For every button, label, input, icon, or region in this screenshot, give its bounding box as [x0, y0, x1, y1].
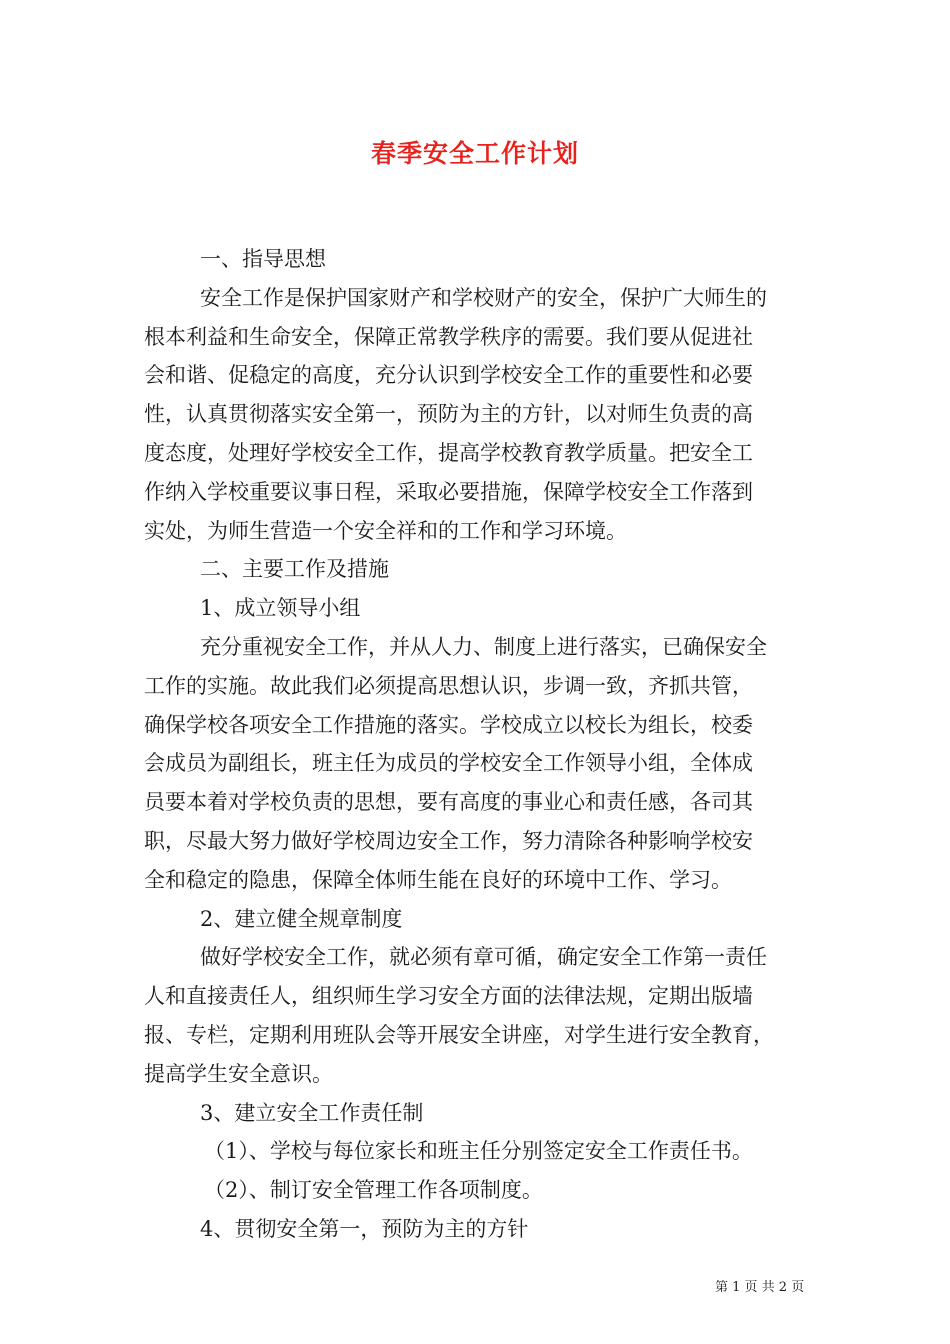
subsection-heading: 3、建立安全工作责任制 [200, 1100, 424, 1125]
paragraph-line: 职，尽最大努力做好学校周边安全工作，努力清除各种影响学校安 [144, 828, 753, 853]
section-heading: 二、主要工作及措施 [200, 557, 389, 582]
paragraph-line: 安全工作是保护国家财产和学校财产的安全，保护广大师生的 [200, 285, 767, 310]
paragraph-line: 度态度，处理好学校安全工作，提高学校教育教学质量。把安全工 [144, 440, 753, 465]
paragraph-line: 性，认真贯彻落实安全第一，预防为主的方针，以对师生负责的高 [144, 402, 753, 427]
paragraph-line: 作纳入学校重要议事日程，采取必要措施，保障学校安全工作落到 [144, 479, 753, 504]
document-body [144, 240, 806, 1249]
subsection-heading: 1、成立领导小组 [200, 596, 361, 621]
section-heading: 一、指导思想 [200, 247, 326, 271]
list-item: （2）、制订安全管理工作各项制度。 [204, 1178, 543, 1203]
paragraph-line: 人和直接责任人，组织师生学习安全方面的法律法规，定期出版墙 [144, 984, 753, 1009]
paragraph-line: 实处，为师生营造一个安全祥和的工作和学习环境。 [144, 518, 627, 543]
page-footer: 第 1 页 共 2 页 [715, 1280, 805, 1295]
paragraph-line: 做好学校安全工作，就必须有章可循，确定安全工作第一责任 [200, 945, 767, 970]
paragraph-line: 报、专栏，定期利用班队会等开展安全讲座，对学生进行安全教育， [144, 1022, 774, 1047]
paragraph-line: 确保学校各项安全工作措施的落实。学校成立以校长为组长，校委 [144, 712, 753, 737]
paragraph-line: 全和稳定的隐患，保障全体师生能在良好的环境中工作、学习。 [144, 867, 732, 892]
paragraph-line: 会和谐、促稳定的高度，充分认识到学校安全工作的重要性和必要 [144, 363, 753, 388]
paragraph-line: 充分重视安全工作，并从人力、制度上进行落实，已确保安全 [200, 634, 767, 659]
list-item: （1）、学校与每位家长和班主任分别签定安全工作责任书。 [204, 1139, 753, 1164]
paragraph-line: 会成员为副组长，班主任为成员的学校安全工作领导小组，全体成 [144, 751, 753, 776]
paragraph-line: 根本利益和生命安全，保障正常教学秩序的需要。我们要从促进社 [144, 324, 753, 349]
subsection-heading: 4、贯彻安全第一，预防为主的方针 [200, 1216, 529, 1241]
paragraph-line: 提高学生安全意识。 [144, 1061, 333, 1086]
paragraph-line: 工作的实施。故此我们必须提高思想认识，步调一致，齐抓共管， [144, 673, 753, 698]
paragraph-line: 员要本着对学校负责的思想，要有高度的事业心和责任感，各司其 [144, 790, 753, 815]
page-title: 春季安全工作计划 [370, 139, 579, 168]
subsection-heading: 2、建立健全规章制度 [200, 906, 403, 931]
